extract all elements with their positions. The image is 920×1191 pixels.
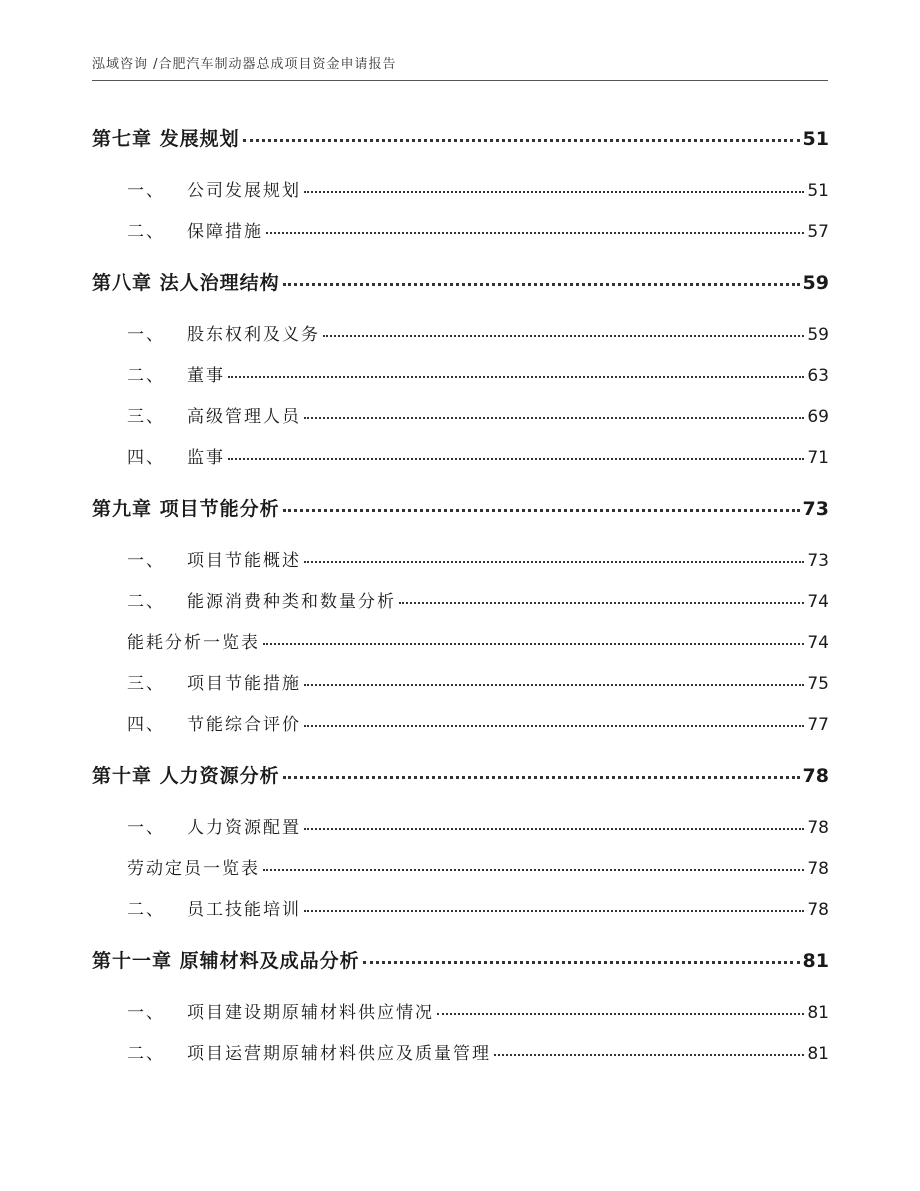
toc-section[interactable] (127, 669, 829, 694)
toc-page-number: 78 (802, 765, 829, 787)
dot-leader (399, 601, 804, 604)
dot-leader (283, 508, 800, 512)
toc-page-number: 77 (807, 715, 829, 735)
toc-entry-title: 股东权利及义务 (187, 325, 320, 345)
dot-leader (266, 231, 804, 234)
toc-section-number: 一、 (127, 1003, 165, 1023)
dot-leader (243, 138, 800, 142)
dot-leader (283, 282, 800, 286)
dot-leader (304, 724, 804, 727)
toc-entry-title: 人力资源配置 (187, 818, 301, 838)
dot-leader (228, 457, 804, 460)
toc-page-number: 71 (807, 448, 829, 468)
toc-section[interactable] (127, 176, 829, 201)
toc-page-number: 78 (807, 818, 829, 838)
toc-section[interactable] (127, 895, 829, 920)
toc-entry-title: 项目建设期原辅材料供应情况 (187, 1003, 434, 1023)
toc-section[interactable] (127, 813, 829, 838)
dot-leader (437, 1012, 804, 1015)
dot-leader (304, 683, 804, 686)
toc-page-number: 59 (802, 272, 829, 294)
toc-section-number: 一、 (127, 325, 165, 345)
toc-entry-title: 节能综合评价 (187, 715, 301, 735)
toc-entry-title: 第八章 法人治理结构 (92, 272, 280, 294)
toc-entry-title: 保障措施 (187, 222, 263, 242)
toc-page-number: 51 (807, 181, 829, 201)
header-rule (92, 80, 828, 81)
toc-section[interactable] (127, 402, 829, 427)
toc-section[interactable] (127, 217, 829, 242)
toc-section-number: 二、 (127, 900, 165, 920)
dot-leader (323, 334, 804, 337)
toc-section-number: 三、 (127, 674, 165, 694)
toc-section-number: 一、 (127, 551, 165, 571)
toc-page-number: 75 (807, 674, 829, 694)
dot-leader (304, 909, 804, 912)
toc-section[interactable] (127, 546, 829, 571)
toc-section[interactable] (127, 1039, 829, 1064)
toc-entry-title: 员工技能培训 (187, 900, 301, 920)
toc-page-number: 78 (807, 859, 829, 879)
toc-chapter-8[interactable] (92, 268, 829, 295)
dot-leader (363, 960, 800, 964)
toc-chapter-9[interactable] (92, 494, 829, 521)
toc-entry-title: 能源消费种类和数量分析 (187, 592, 396, 612)
dot-leader (304, 190, 804, 193)
toc-entry-title: 项目运营期原辅材料供应及质量管理 (187, 1044, 491, 1064)
toc-section[interactable] (127, 361, 829, 386)
toc-entry-title: 劳动定员一览表 (127, 859, 260, 879)
toc-chapter-7[interactable] (92, 124, 829, 151)
toc-section-number: 一、 (127, 818, 165, 838)
toc-entry-title: 第七章 发展规划 (92, 128, 240, 150)
toc-entry-title: 第十章 人力资源分析 (92, 765, 280, 787)
toc-section[interactable] (127, 443, 829, 468)
toc-page-number: 57 (807, 222, 829, 242)
toc-section-number: 四、 (127, 715, 165, 735)
toc-section[interactable] (127, 710, 829, 735)
dot-leader (263, 868, 804, 871)
toc-chapter-10[interactable] (92, 761, 829, 788)
toc-entry-title: 第十一章 原辅材料及成品分析 (92, 950, 360, 972)
toc-section[interactable] (127, 320, 829, 345)
toc-page-number: 73 (802, 498, 829, 520)
toc-entry-title: 监事 (187, 448, 225, 468)
dot-leader (304, 416, 804, 419)
toc-page-number: 63 (807, 366, 829, 386)
toc-entry-title: 项目节能概述 (187, 551, 301, 571)
toc-entry-title: 高级管理人员 (187, 407, 301, 427)
dot-leader (304, 560, 804, 563)
toc-page-number: 73 (807, 551, 829, 571)
toc-entry-title: 项目节能措施 (187, 674, 301, 694)
toc-entry-title: 公司发展规划 (187, 181, 301, 201)
toc-table-entry[interactable] (127, 854, 829, 879)
running-header: 泓域咨询 /合肥汽车制动器总成项目资金申请报告 (92, 57, 397, 72)
toc-table-entry[interactable] (127, 628, 829, 653)
toc-section-number: 二、 (127, 222, 165, 242)
toc-section-number: 二、 (127, 1044, 165, 1064)
dot-leader (304, 827, 804, 830)
toc-page-number: 69 (807, 407, 829, 427)
toc-page-number: 81 (802, 950, 829, 972)
toc-page-number: 78 (807, 900, 829, 920)
toc-section-number: 二、 (127, 592, 165, 612)
toc-page-number: 59 (807, 325, 829, 345)
dot-leader (228, 375, 804, 378)
toc-entry-title: 能耗分析一览表 (127, 633, 260, 653)
dot-leader (494, 1053, 804, 1056)
toc-section-number: 二、 (127, 366, 165, 386)
toc-section-number: 三、 (127, 407, 165, 427)
toc-page-number: 74 (807, 592, 829, 612)
toc-entry-title: 董事 (187, 366, 225, 386)
toc-section-number: 一、 (127, 181, 165, 201)
toc-page-number: 51 (802, 128, 829, 150)
toc-chapter-11[interactable] (92, 946, 829, 973)
toc-section-number: 四、 (127, 448, 165, 468)
toc-page-number: 81 (807, 1044, 829, 1064)
toc-section[interactable] (127, 587, 829, 612)
dot-leader (263, 642, 804, 645)
toc-page-number: 81 (807, 1003, 829, 1023)
toc-entry-title: 第九章 项目节能分析 (92, 498, 280, 520)
dot-leader (283, 775, 800, 779)
toc-page-number: 74 (807, 633, 829, 653)
toc-section[interactable] (127, 998, 829, 1023)
